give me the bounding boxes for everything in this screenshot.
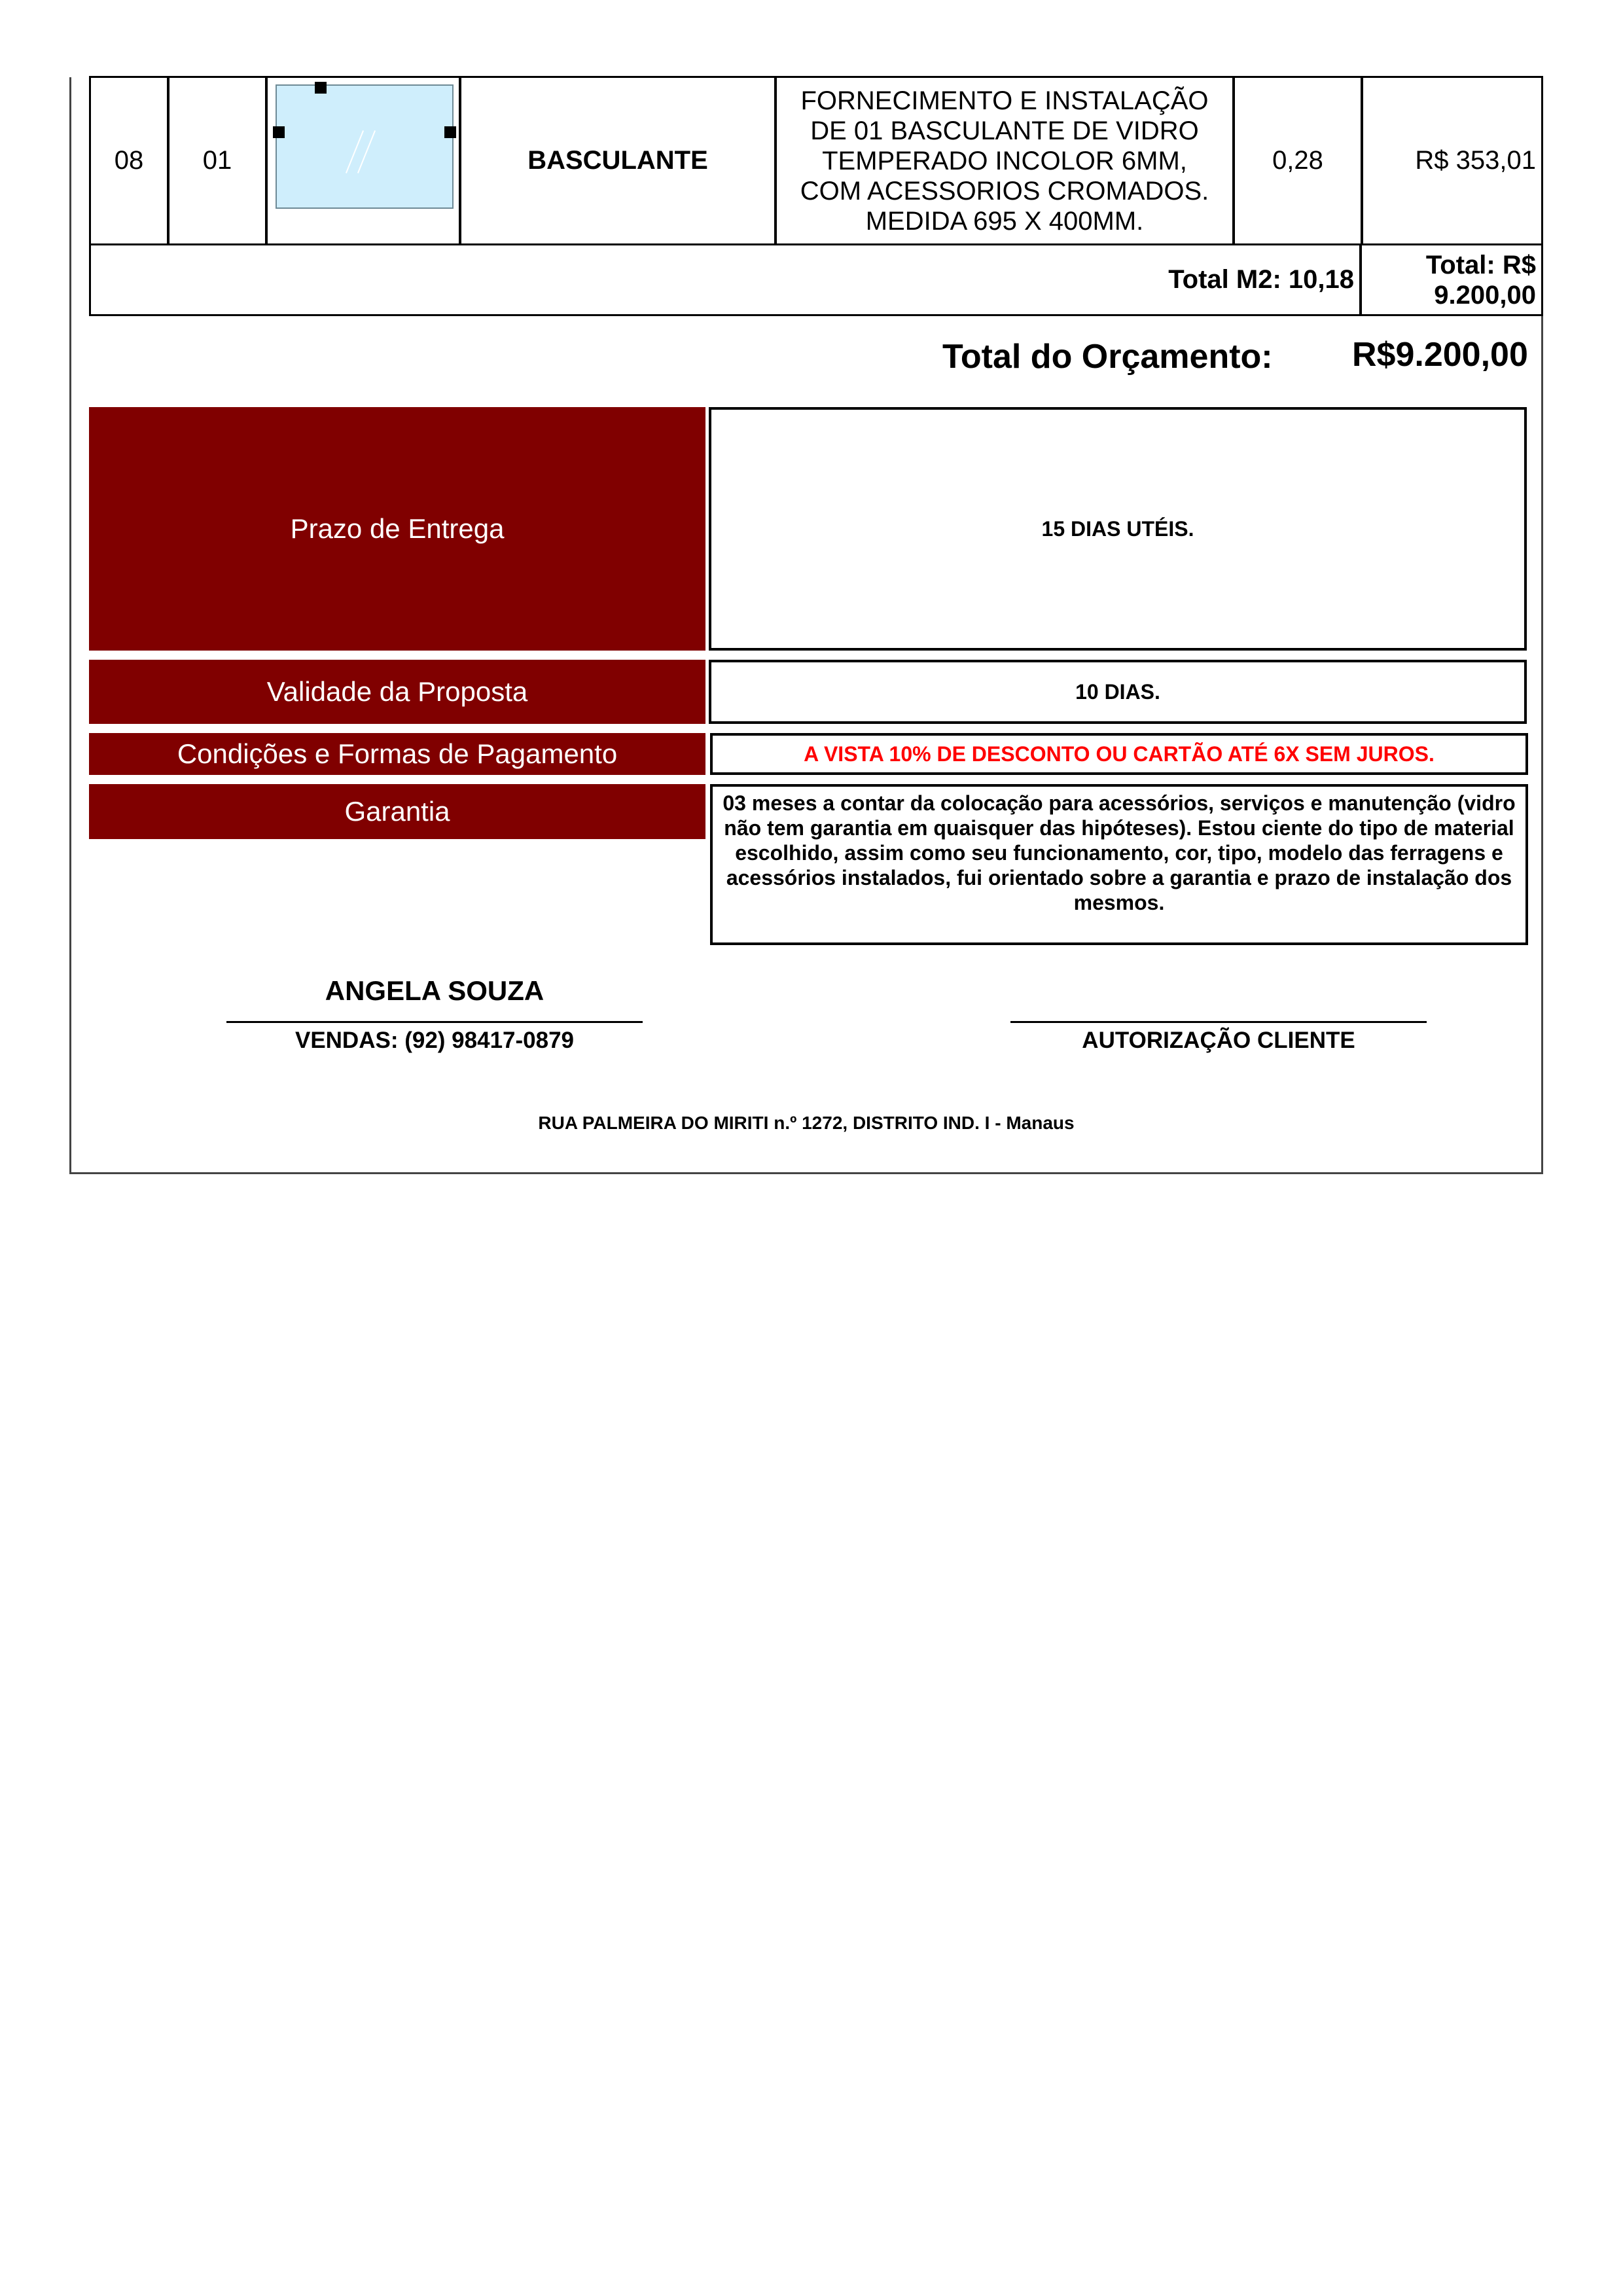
company-address: RUA PALMEIRA DO MIRITI n.º 1272, DISTRITO IND. I - Manaus <box>538 1113 1075 1133</box>
total-value-amount: 9.200,00 <box>1434 280 1536 310</box>
total-value-label: Total: R$ <box>1425 250 1536 279</box>
item-value: R$ 353,01 <box>1415 146 1536 175</box>
item-number: 08 <box>91 78 169 243</box>
grand-total-value: R$9.200,00 <box>1352 336 1528 374</box>
seller-signature-line <box>226 1021 643 1023</box>
seller-name: ANGELA SOUZA <box>325 975 544 1006</box>
item-description-line: DE 01 BASCULANTE DE VIDRO <box>810 116 1199 145</box>
item-description-line: MEDIDA 695 X 400MM. <box>865 206 1144 236</box>
warranty-label: Garantia <box>89 784 705 839</box>
delivery-label: Prazo de Entrega <box>89 407 705 651</box>
client-role: AUTORIZAÇÃO CLIENTE <box>1082 1028 1355 1053</box>
grand-total-label: Total do Orçamento: <box>942 338 1273 376</box>
hinge-left-icon <box>273 126 285 138</box>
validity-value: 10 DIAS. <box>709 660 1527 724</box>
item-description <box>777 78 1235 243</box>
total-m2: Total M2: 10,18 <box>91 245 1362 314</box>
item-row <box>89 76 1543 245</box>
item-description-line: FORNECIMENTO E INSTALAÇÃO <box>800 86 1209 115</box>
client-signature-line <box>1010 1021 1427 1023</box>
basculante-window-drawing-icon <box>276 84 454 209</box>
item-quantity: 01 <box>169 78 268 243</box>
total-value <box>1362 245 1541 314</box>
payment-label: Condições e Formas de Pagamento <box>89 733 705 775</box>
hinge-right-icon <box>444 126 456 138</box>
validity-label: Validade da Proposta <box>89 660 705 724</box>
payment-value: A VISTA 10% DE DESCONTO OU CARTÃO ATÉ 6X SEM JUROS. <box>710 733 1528 775</box>
delivery-value: 15 DIAS UTÉIS. <box>709 407 1527 651</box>
seller-role: VENDAS: (92) 98417-0879 <box>294 1028 575 1053</box>
item-description-line: COM ACESSORIOS CROMADOS. <box>800 176 1209 206</box>
item-name: BASCULANTE <box>461 78 777 243</box>
item-image-cell <box>268 78 461 243</box>
totals-row <box>89 245 1543 316</box>
hinge-top-icon <box>315 82 327 94</box>
glass-reflection-icon <box>346 130 364 173</box>
item-description-line: TEMPERADO INCOLOR 6MM, <box>822 146 1187 175</box>
item-m2: 0,28 <box>1235 78 1363 243</box>
warranty-value: 03 meses a contar da colocação para acessórios, serviços e manutenção (vidro não tem garantia em quaisquer das hipóteses). Estou ciente do tipo de material escolhido, assim como seu funcionamento, cor, tipo, modelo das ferragens e acessórios instalados, fui orientado sobre a garantia e prazo de instalação dos mesmos. <box>710 784 1528 945</box>
